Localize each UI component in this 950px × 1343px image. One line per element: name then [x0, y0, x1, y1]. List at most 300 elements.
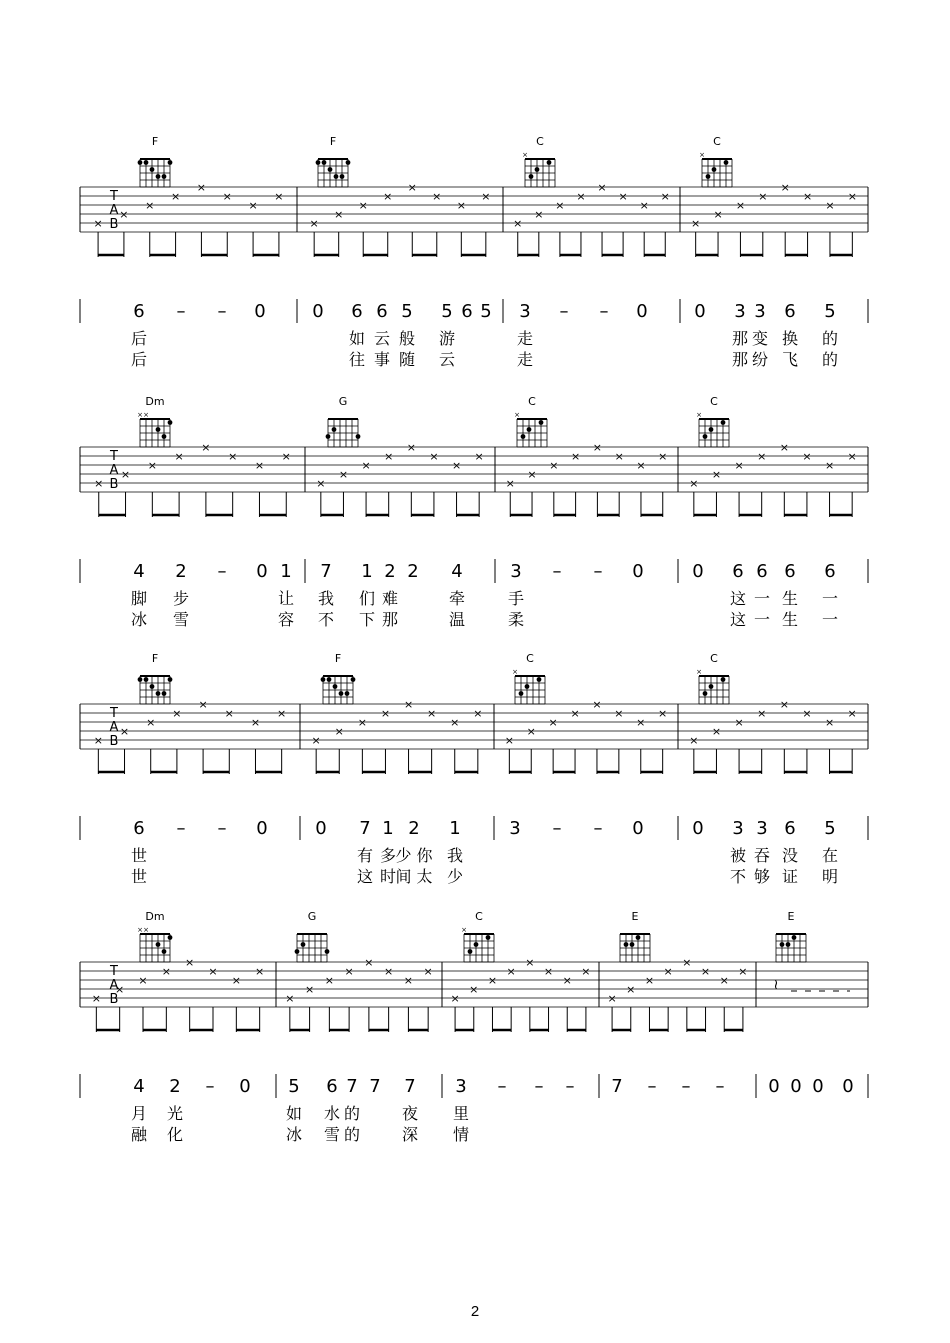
chord-name: E: [787, 910, 795, 923]
chord-dot: [150, 167, 155, 172]
chord-diagram-g: [295, 910, 330, 962]
chord-name: C: [526, 652, 534, 665]
jianpu-note: 3: [509, 818, 521, 839]
jianpu-note: 5: [480, 301, 492, 322]
lyric-verse-1: 牵: [448, 589, 466, 608]
chord-dot: [138, 160, 143, 165]
pick-mark: ×: [224, 707, 234, 720]
lyric-verse-1: 云: [373, 329, 391, 348]
lyric-verse-2: 云: [438, 350, 456, 369]
lyric-verse-2: 冰: [285, 1125, 303, 1144]
jianpu-note: 5: [401, 301, 413, 322]
pick-mark: ×: [254, 459, 265, 472]
pick-mark: ×: [734, 716, 744, 729]
pick-mark: ×: [548, 716, 558, 729]
pick-mark: ×: [543, 965, 554, 978]
chord-diagram-f: [138, 135, 173, 187]
pick-mark: ×: [689, 734, 699, 747]
chord-dot: [168, 935, 173, 940]
chord-dot: [535, 167, 540, 172]
pick-mark: ×: [526, 725, 536, 738]
pick-mark: ×: [361, 459, 371, 472]
pick-mark: ×: [384, 450, 394, 463]
jianpu-note: 0: [842, 1076, 854, 1097]
pick-mark: ×: [119, 208, 129, 221]
jianpu-note: –: [217, 561, 227, 582]
mute-mark: ×: [522, 151, 528, 159]
chord-dot: [519, 691, 524, 696]
lyric-verse-2: 下: [358, 610, 376, 629]
lyric-verse-2: 走: [516, 350, 534, 369]
lyric-verse-1: 让: [277, 589, 295, 608]
mute-mark: ×: [461, 926, 467, 934]
lyric-verse-1: 这: [729, 589, 747, 608]
jianpu-note: 0: [692, 818, 704, 839]
lyric-verse-2: 世: [130, 867, 148, 886]
jianpu-note: –: [715, 1076, 725, 1097]
lyric-verse-1: 后: [130, 329, 148, 348]
pick-mark: ×: [636, 459, 646, 472]
pick-mark: ×: [120, 468, 131, 481]
chord-diagram-c: [696, 395, 729, 447]
lyric-verse-1: 世: [130, 846, 148, 865]
lyric-verse-2: 一: [753, 610, 771, 629]
chord-name: G: [307, 910, 317, 923]
jianpu-note: 0: [790, 1076, 802, 1097]
lyric-verse-2: 不: [729, 867, 747, 886]
pick-mark: ×: [172, 707, 182, 720]
jianpu-note: 6: [756, 561, 768, 582]
chord-dot: [156, 427, 161, 432]
chord-dot: [168, 677, 173, 682]
chord-name: C: [536, 135, 544, 148]
chord-dot: [162, 434, 167, 439]
pick-mark: ×: [757, 450, 767, 463]
lyric-verse-1: 水: [323, 1104, 341, 1123]
pick-mark: ×: [91, 992, 101, 1005]
jianpu-note: 0: [692, 561, 704, 582]
pick-mark: ×: [758, 190, 768, 203]
lyric-verse-2: 那: [731, 350, 749, 369]
pick-mark: ×: [847, 707, 857, 720]
chord-dot: [468, 949, 473, 954]
tab-clef-letter: B: [109, 992, 119, 1007]
jianpu-note: 0: [636, 301, 648, 322]
tab-clef-letter: T: [110, 449, 118, 464]
pick-mark: ×: [847, 450, 857, 463]
pick-mark: ×: [119, 725, 130, 738]
pick-mark: ×: [663, 965, 673, 978]
pick-mark: ×: [555, 199, 565, 212]
chord-name: F: [334, 652, 342, 665]
lyric-verse-1: 生: [781, 589, 799, 608]
pick-mark: ×: [277, 707, 287, 720]
lyric-verse-2: 够: [753, 867, 771, 886]
lyric-verse-2: 间 太: [395, 867, 433, 886]
pick-mark: ×: [174, 450, 184, 463]
pick-mark: ×: [338, 468, 349, 481]
pick-mark: ×: [660, 190, 670, 203]
chord-diagram-dm: [137, 910, 172, 962]
tab-clef-letter: T: [110, 189, 118, 204]
pick-mark: ×: [802, 707, 812, 720]
pick-mark: ×: [185, 956, 195, 969]
chord-dot: [168, 160, 173, 165]
chord-dot: [356, 434, 361, 439]
jianpu-note: 6: [784, 818, 796, 839]
pick-mark: ×: [689, 477, 699, 490]
chord-dot: [326, 434, 331, 439]
pick-mark: ×: [592, 441, 603, 454]
mute-mark: ×: [512, 668, 518, 676]
jianpu-note: 0: [256, 818, 268, 839]
chord-dot: [630, 942, 635, 947]
chord-diagram-c: [522, 135, 555, 187]
jianpu-note: 3: [732, 818, 744, 839]
chord-dot: [345, 691, 350, 696]
lyric-verse-2: 这: [356, 867, 374, 886]
chord-dot: [162, 691, 167, 696]
jianpu-note: 6: [133, 818, 145, 839]
lyric-verse-1: 难: [381, 589, 399, 608]
pick-mark: ×: [639, 199, 649, 212]
jianpu-note: 1: [449, 818, 461, 839]
jianpu-note: –: [534, 1076, 544, 1097]
chord-dot: [162, 949, 167, 954]
pick-mark: ×: [506, 965, 516, 978]
pick-mark: ×: [324, 974, 334, 987]
jianpu-note: –: [681, 1076, 691, 1097]
pick-mark: ×: [513, 217, 523, 230]
pick-mark: ×: [474, 450, 484, 463]
lyric-verse-1: 夜: [401, 1104, 419, 1123]
jianpu-note: –: [593, 818, 603, 839]
jianpu-note: 0: [312, 301, 324, 322]
chord-name: C: [475, 910, 483, 923]
jianpu-note: 7: [359, 818, 371, 839]
pick-mark: ×: [450, 716, 460, 729]
page-number: 2: [470, 1303, 480, 1320]
jianpu-note: 6: [784, 301, 796, 322]
chord-diagram-c: [696, 652, 729, 704]
jianpu-note: 4: [133, 561, 145, 582]
jianpu-note: –: [552, 818, 562, 839]
lyric-verse-2: 不: [317, 610, 335, 629]
jianpu-note: 7: [320, 561, 332, 582]
pick-mark: ×: [384, 965, 394, 978]
jianpu-note: 1: [382, 818, 394, 839]
jianpu-note: 3: [754, 301, 766, 322]
lyric-verse-1: 手: [507, 589, 525, 608]
pick-mark: ×: [450, 992, 460, 1005]
pick-mark: ×: [383, 190, 393, 203]
chord-dot: [327, 677, 332, 682]
jianpu-note: 4: [133, 1076, 145, 1097]
jianpu-note: 3: [455, 1076, 467, 1097]
pick-mark: ×: [231, 974, 241, 987]
lyric-verse-1: 被: [729, 846, 747, 865]
chord-diagram-c: [699, 135, 732, 187]
pick-mark: ×: [432, 190, 442, 203]
lyric-verse-1: 里: [452, 1104, 470, 1123]
jianpu-note: –: [217, 818, 227, 839]
lyric-verse-2: 温: [448, 610, 466, 629]
jianpu-note: 7: [369, 1076, 381, 1097]
chord-name: F: [151, 135, 159, 148]
pick-mark: ×: [145, 199, 155, 212]
jianpu-note: –: [205, 1076, 215, 1097]
chord-dot: [712, 167, 717, 172]
pick-mark: ×: [713, 208, 723, 221]
chord-name: Dm: [145, 910, 165, 923]
jianpu-note: 6: [326, 1076, 338, 1097]
pick-mark: ×: [525, 956, 535, 969]
chord-dot: [156, 942, 161, 947]
lyric-verse-1: 们: [358, 589, 376, 608]
jianpu-note: 3: [519, 301, 531, 322]
pick-mark: ×: [451, 459, 462, 472]
chord-name: F: [151, 652, 159, 665]
pick-mark: ×: [549, 459, 559, 472]
pick-mark: ×: [311, 734, 321, 747]
pick-mark: ×: [658, 450, 668, 463]
lyric-verse-2: 那: [381, 610, 399, 629]
pick-mark: ×: [196, 181, 207, 194]
pick-mark: ×: [691, 217, 701, 230]
pick-mark: ×: [429, 450, 439, 463]
pick-mark: ×: [527, 468, 537, 481]
lyric-verse-2: 情: [452, 1125, 470, 1144]
chord-diagram-e: [776, 910, 806, 962]
chord-diagram-dm: [137, 395, 172, 447]
chord-dot: [624, 942, 629, 947]
jianpu-note: 2: [175, 561, 187, 582]
chord-dot: [156, 174, 161, 179]
pick-mark: ×: [309, 217, 319, 230]
chord-dot: [325, 949, 330, 954]
pick-mark: ×: [607, 992, 617, 1005]
lyric-verse-1: 我: [317, 589, 335, 608]
lyric-verse-1: 变: [751, 329, 769, 348]
pick-mark: ×: [473, 707, 483, 720]
system-3: [80, 698, 868, 886]
pick-mark: ×: [824, 716, 835, 729]
pick-mark: ×: [228, 450, 238, 463]
pick-mark: ×: [576, 190, 586, 203]
mute-mark: ×: [699, 151, 705, 159]
chord-dot: [340, 174, 345, 179]
chord-dot: [706, 174, 711, 179]
pick-mark: ×: [614, 707, 624, 720]
chord-dot: [162, 174, 167, 179]
arpeggio-mark: ≀: [773, 977, 779, 993]
pick-mark: ×: [250, 716, 261, 729]
pick-mark: ×: [802, 450, 812, 463]
pick-mark: ×: [285, 992, 295, 1005]
pick-mark: ×: [161, 965, 171, 978]
chord-dot: [168, 420, 173, 425]
pick-mark: ×: [562, 974, 572, 987]
chord-dot: [295, 949, 300, 954]
pick-mark: ×: [147, 459, 157, 472]
lyric-verse-2: 随: [398, 350, 416, 369]
tab-clef-letter: A: [109, 720, 119, 735]
chord-dot: [786, 942, 791, 947]
pick-mark: ×: [138, 974, 148, 987]
chord-dot: [525, 684, 530, 689]
pick-mark: ×: [757, 707, 767, 720]
mute-mark: ×: [137, 926, 143, 934]
lyric-verse-2: 这: [729, 610, 747, 629]
pick-mark: ×: [626, 983, 636, 996]
chord-dot: [150, 684, 155, 689]
chord-dot: [144, 160, 149, 165]
lyric-verse-1: 游: [438, 329, 456, 348]
chord-dot: [328, 167, 333, 172]
chord-name: F: [329, 135, 337, 148]
system-1: [80, 181, 868, 369]
chord-diagram-c: [514, 395, 547, 447]
jianpu-note: 3: [510, 561, 522, 582]
tab-clef-letter: A: [109, 463, 119, 478]
chord-dot: [334, 174, 339, 179]
system-2: [80, 441, 868, 629]
jianpu-note: 7: [404, 1076, 416, 1097]
pick-mark: ×: [208, 965, 218, 978]
pick-mark: ×: [334, 725, 344, 738]
pick-mark: ×: [644, 974, 655, 987]
pick-mark: ×: [779, 698, 789, 711]
lyric-verse-2: 雪: [323, 1125, 341, 1144]
lyric-verse-1: 多: [379, 846, 397, 865]
lyric-verse-1: 如: [348, 329, 366, 348]
pick-mark: ×: [255, 965, 265, 978]
lyric-verse-2: 飞: [781, 350, 799, 369]
lyric-verse-1: 一: [753, 589, 771, 608]
jianpu-note: 0: [768, 1076, 780, 1097]
pick-mark: ×: [505, 477, 515, 490]
pick-mark: ×: [738, 965, 748, 978]
lyric-verse-2: 的: [343, 1125, 361, 1144]
chord-name: C: [710, 652, 718, 665]
jianpu-note: –: [599, 301, 609, 322]
chord-dot: [537, 677, 542, 682]
lyric-verse-1: 吞: [753, 846, 771, 865]
pick-mark: ×: [825, 199, 835, 212]
pick-mark: ×: [358, 199, 368, 212]
pick-mark: ×: [700, 965, 711, 978]
jianpu-note: –: [565, 1076, 575, 1097]
mute-mark: ×: [137, 411, 143, 419]
jianpu-note: –: [552, 561, 562, 582]
jianpu-note: 5: [441, 301, 453, 322]
mute-mark: ×: [143, 926, 149, 934]
pick-mark: ×: [592, 698, 602, 711]
pick-mark: ×: [614, 450, 624, 463]
lyric-verse-2: 往: [348, 350, 366, 369]
pick-mark: ×: [403, 974, 414, 987]
chord-dot: [138, 677, 143, 682]
pick-mark: ×: [403, 698, 414, 711]
chord-dot: [332, 427, 337, 432]
jianpu-note: 2: [408, 818, 420, 839]
pick-mark: ×: [281, 450, 291, 463]
jianpu-note: 6: [732, 561, 744, 582]
chord-dot: [703, 434, 708, 439]
jianpu-note: 0: [254, 301, 266, 322]
lyric-verse-1: 如: [285, 1104, 303, 1123]
jianpu-note: 7: [611, 1076, 623, 1097]
lyric-verse-2: 明: [821, 867, 839, 886]
chord-dot: [156, 691, 161, 696]
jianpu-note: 6: [133, 301, 145, 322]
jianpu-note: 0: [239, 1076, 251, 1097]
pick-mark: ×: [570, 707, 580, 720]
lyric-verse-2: 深: [401, 1125, 419, 1144]
chord-dot: [144, 677, 149, 682]
chord-dot: [474, 942, 479, 947]
lyric-verse-2: 时: [379, 867, 397, 886]
pick-mark: ×: [274, 190, 284, 203]
jianpu-note: 1: [361, 561, 373, 582]
lyric-verse-1: 光: [166, 1104, 184, 1123]
lyric-verse-2: 雪: [172, 610, 190, 629]
chord-name: C: [713, 135, 721, 148]
lyric-verse-2: 事: [373, 350, 391, 369]
pick-mark: ×: [93, 734, 103, 747]
chord-diagram-e: [620, 910, 650, 962]
lyric-verse-2: 化: [166, 1125, 184, 1144]
lyric-verse-1: 步: [172, 589, 190, 608]
chord-dot: [709, 427, 714, 432]
chord-dot: [721, 420, 726, 425]
pick-mark: ×: [534, 208, 544, 221]
jianpu-note: 5: [824, 301, 836, 322]
chord-dot: [333, 684, 338, 689]
jianpu-note: 6: [461, 301, 473, 322]
jianpu-note: –: [647, 1076, 657, 1097]
lyric-verse-2: 纷: [751, 350, 769, 369]
chord-diagram-f: [138, 652, 173, 704]
jianpu-note: 6: [376, 301, 388, 322]
jianpu-note: 6: [351, 301, 363, 322]
tab-clef-letter: B: [109, 477, 119, 492]
lyric-verse-2: 后: [130, 350, 148, 369]
jianpu-note: 0: [694, 301, 706, 322]
jianpu-note: 5: [824, 818, 836, 839]
pick-mark: ×: [201, 441, 211, 454]
chord-diagram-f: [316, 135, 351, 187]
chord-dot: [636, 935, 641, 940]
lyric-verse-2: 容: [277, 610, 295, 629]
pick-mark: ×: [115, 983, 125, 996]
chord-dot: [339, 691, 344, 696]
pick-mark: ×: [658, 707, 668, 720]
pick-mark: ×: [316, 477, 326, 490]
mute-mark: ×: [143, 411, 149, 419]
pick-mark: ×: [570, 450, 581, 463]
chord-diagram-g: [326, 395, 361, 447]
chord-dot: [703, 691, 708, 696]
pick-mark: ×: [427, 707, 437, 720]
pick-mark: ×: [407, 181, 417, 194]
pick-mark: ×: [719, 974, 729, 987]
tab-clef-letter: B: [109, 734, 119, 749]
pick-mark: ×: [146, 716, 156, 729]
pick-mark: ×: [248, 199, 258, 212]
chord-name: G: [338, 395, 348, 408]
jianpu-note: 2: [384, 561, 396, 582]
